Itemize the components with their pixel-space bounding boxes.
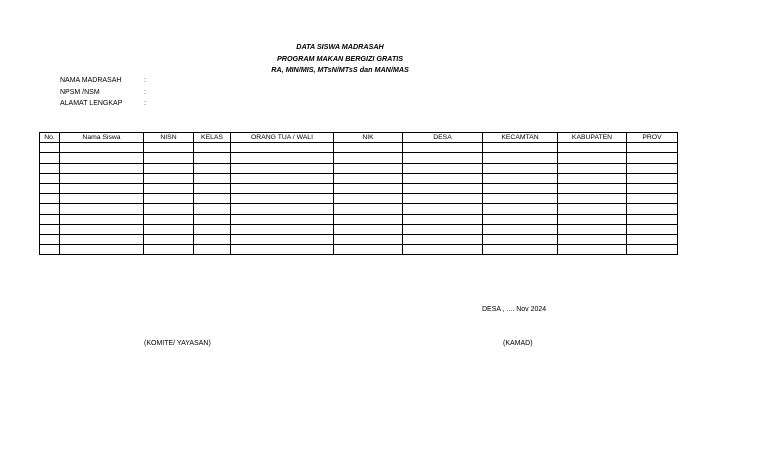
table-cell	[144, 224, 194, 234]
table-cell	[194, 143, 231, 153]
table-cell	[334, 143, 403, 153]
nama-madrasah-colon: :	[144, 77, 146, 84]
table-cell	[483, 183, 558, 193]
table-cell	[144, 163, 194, 173]
table-cell	[144, 153, 194, 163]
table-cell	[558, 173, 627, 183]
table-cell	[483, 194, 558, 204]
kamad-signatory: (KAMAD)	[503, 340, 533, 347]
alamat-lengkap-label: ALAMAT LENGKAP	[60, 100, 123, 107]
table-cell	[558, 163, 627, 173]
table-cell	[403, 153, 483, 163]
table-cell	[558, 245, 627, 255]
table-cell	[40, 234, 60, 244]
table-cell	[40, 224, 60, 234]
student-data-table	[39, 132, 678, 255]
table-cell	[483, 163, 558, 173]
table-cell	[558, 234, 627, 244]
table-row	[40, 183, 678, 193]
table-cell	[334, 224, 403, 234]
table-cell	[558, 214, 627, 224]
table-cell	[194, 234, 231, 244]
table-cell	[40, 214, 60, 224]
column-header-desa: DESA	[403, 133, 483, 143]
table-cell	[334, 173, 403, 183]
table-cell	[483, 214, 558, 224]
table-row	[40, 163, 678, 173]
table-cell	[231, 204, 334, 214]
table-cell	[627, 163, 678, 173]
table-cell	[60, 194, 144, 204]
table-cell	[403, 183, 483, 193]
column-header-kelas: KELAS	[194, 133, 231, 143]
column-header-kabupaten: KABUPATEN	[558, 133, 627, 143]
table-cell	[194, 214, 231, 224]
table-cell	[60, 143, 144, 153]
column-header-nik: NIK	[334, 133, 403, 143]
table-cell	[558, 194, 627, 204]
table-cell	[403, 204, 483, 214]
table-cell	[194, 245, 231, 255]
table-cell	[231, 194, 334, 204]
table-row	[40, 214, 678, 224]
table-cell	[627, 153, 678, 163]
table-cell	[40, 194, 60, 204]
table-header-row	[40, 133, 678, 143]
table-cell	[483, 153, 558, 163]
table-cell	[60, 234, 144, 244]
table-cell	[403, 245, 483, 255]
table-cell	[144, 204, 194, 214]
table-cell	[403, 224, 483, 234]
column-header-no: No.	[40, 133, 60, 143]
table-cell	[194, 224, 231, 234]
column-header-orang-tua-wali: ORANG TUA / WALI	[231, 133, 334, 143]
table-cell	[627, 204, 678, 214]
table-cell	[627, 194, 678, 204]
table-cell	[60, 214, 144, 224]
table-cell	[334, 204, 403, 214]
table-cell	[40, 245, 60, 255]
table-cell	[558, 224, 627, 234]
table-cell	[483, 224, 558, 234]
table-cell	[627, 245, 678, 255]
table-cell	[231, 245, 334, 255]
table-cell	[60, 153, 144, 163]
table-cell	[483, 245, 558, 255]
madrasah-levels-subtitle: RA, MIN/MIS, MTsN/MTsS dan MAN/MAS	[271, 65, 409, 74]
column-header-kecamatan: KECAMTAN	[483, 133, 558, 143]
table-cell	[40, 163, 60, 173]
table-cell	[334, 183, 403, 193]
table-cell	[231, 183, 334, 193]
table-cell	[144, 173, 194, 183]
place-date-line: DESA , .... Nov 2024	[482, 306, 547, 313]
table-cell	[231, 234, 334, 244]
table-cell	[144, 234, 194, 244]
table-cell	[40, 183, 60, 193]
table-cell	[627, 224, 678, 234]
table-cell	[231, 163, 334, 173]
table-cell	[627, 234, 678, 244]
table-cell	[60, 245, 144, 255]
table-cell	[334, 214, 403, 224]
table-cell	[627, 183, 678, 193]
table-row	[40, 234, 678, 244]
program-title: PROGRAM MAKAN BERGIZI GRATIS	[276, 54, 404, 63]
document-title: DATA SISWA MADRASAH	[296, 42, 384, 51]
nama-madrasah-label: NAMA MADRASAH	[60, 77, 122, 84]
table-cell	[194, 194, 231, 204]
table-cell	[558, 153, 627, 163]
table-cell	[194, 183, 231, 193]
table-cell	[483, 173, 558, 183]
table-cell	[627, 173, 678, 183]
column-header-nama-siswa: Nama Siswa	[60, 133, 144, 143]
table-cell	[558, 143, 627, 153]
table-cell	[403, 143, 483, 153]
table-cell	[334, 234, 403, 244]
table-cell	[334, 245, 403, 255]
table-cell	[403, 194, 483, 204]
table-cell	[40, 143, 60, 153]
table-cell	[144, 183, 194, 193]
table-cell	[40, 173, 60, 183]
table-cell	[60, 204, 144, 214]
table-cell	[231, 143, 334, 153]
table-cell	[231, 214, 334, 224]
table-cell	[194, 204, 231, 214]
table-cell	[60, 163, 144, 173]
table-row	[40, 194, 678, 204]
table-cell	[144, 194, 194, 204]
table-cell	[334, 194, 403, 204]
table-cell	[483, 143, 558, 153]
column-header-prov: PROV	[627, 133, 678, 143]
table-cell	[231, 224, 334, 234]
table-row	[40, 173, 678, 183]
table-cell	[40, 204, 60, 214]
table-row	[40, 245, 678, 255]
alamat-lengkap-colon: :	[144, 100, 146, 107]
table-cell	[627, 143, 678, 153]
table-cell	[558, 183, 627, 193]
npsm-nsm-label: NPSM /NSM	[60, 89, 100, 96]
table-cell	[40, 153, 60, 163]
table-cell	[558, 204, 627, 214]
table-cell	[194, 173, 231, 183]
table-cell	[334, 163, 403, 173]
table-row	[40, 204, 678, 214]
table-cell	[231, 173, 334, 183]
table-cell	[60, 183, 144, 193]
table-cell	[144, 214, 194, 224]
table-cell	[403, 173, 483, 183]
table-row	[40, 224, 678, 234]
table-cell	[144, 245, 194, 255]
table-cell	[403, 214, 483, 224]
table-cell	[483, 204, 558, 214]
table-row	[40, 143, 678, 153]
table-cell	[334, 153, 403, 163]
table-cell	[231, 153, 334, 163]
table-cell	[483, 234, 558, 244]
table-cell	[60, 173, 144, 183]
table-cell	[627, 214, 678, 224]
table-row	[40, 153, 678, 163]
komite-yayasan-signatory: (KOMITE/ YAYASAN)	[144, 340, 211, 347]
table-cell	[60, 224, 144, 234]
table-body	[40, 143, 678, 255]
table-cell	[194, 163, 231, 173]
table-cell	[403, 163, 483, 173]
npsm-nsm-colon: :	[144, 89, 146, 96]
table-cell	[144, 143, 194, 153]
table-cell	[194, 153, 231, 163]
column-header-nisn: NISN	[144, 133, 194, 143]
table-cell	[403, 234, 483, 244]
